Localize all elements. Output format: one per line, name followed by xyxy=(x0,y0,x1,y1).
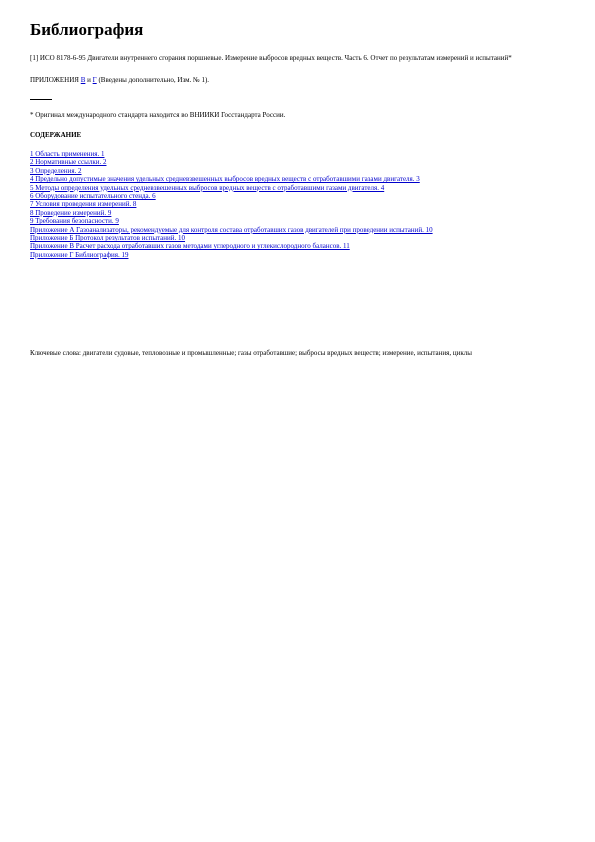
toc-link-appendix-b[interactable]: Приложение Б Протокол результатов испытаний. 10 xyxy=(30,234,186,243)
footnote: * Оригинал международного стандарта находится во ВНИИКИ Госстандарта России. xyxy=(30,111,286,119)
appendix-note-suffix: (Введены дополнительно, Изм. № 1). xyxy=(96,76,210,84)
page-title: Библиография xyxy=(30,20,144,39)
toc-item xyxy=(30,217,565,225)
toc-link-appendix-a[interactable]: Приложение А Газоанализаторы, рекомендуемые для контроля состава отработавших газов двигателей при проведении испытаний. 10 xyxy=(30,225,433,234)
toc-item xyxy=(30,184,565,192)
toc-link-appendix-g[interactable]: Приложение Г Библиография. 19 xyxy=(30,250,129,259)
appendix-note xyxy=(30,75,565,85)
toc-item xyxy=(30,175,460,183)
toc-item xyxy=(30,234,565,242)
toc-item xyxy=(30,226,460,234)
toc-item xyxy=(30,200,565,208)
toc-link-measurement-conditions[interactable]: 7 Условия проведения измерений. 8 xyxy=(30,200,137,209)
toc-link-scope[interactable]: 1 Область применения. 1 xyxy=(30,150,105,158)
appendix-note-and: и xyxy=(85,76,93,84)
table-of-contents xyxy=(30,150,565,259)
toc-link-emission-limits[interactable]: 4 Предельно допустимые значения удельных средневзвешенных выбросов вредных веществ с отработавшими газами двигателя. 3 xyxy=(30,175,420,184)
keywords: Ключевые слова: двигатели судовые, тепловозные и промышленные; газы отработавшие; выбросы вредных веществ; измерение, испытания, циклы xyxy=(30,349,472,357)
appendix-g-link[interactable]: Г xyxy=(92,76,97,84)
toc-item xyxy=(30,167,565,175)
appendix-note-prefix: ПРИЛОЖЕНИЯ xyxy=(30,76,81,84)
toc-item xyxy=(30,251,565,259)
toc-item xyxy=(30,158,565,166)
toc-item xyxy=(30,192,565,200)
document-page xyxy=(30,20,565,357)
toc-link-appendix-v[interactable]: Приложение В Расчет расхода отработавших газов методами углеродного и углекислородного балансов. 11 xyxy=(30,242,350,251)
toc-item xyxy=(30,242,565,250)
toc-link-definitions[interactable]: 3 Определения. 2 xyxy=(30,166,82,175)
toc-item xyxy=(30,150,565,158)
toc-link-test-equipment[interactable]: 6 Оборудование испытательного стенда. 6 xyxy=(30,192,156,201)
toc-item xyxy=(30,209,565,217)
toc-link-normative-references[interactable]: 2 Нормативные ссылки. 2 xyxy=(30,158,107,167)
toc-link-measurements[interactable]: 8 Проведение измерений. 9 xyxy=(30,208,112,217)
toc-link-emission-methods[interactable]: 5 Методы определения удельных средневзвешенных выбросов вредных веществ с отработавшими газами двигателя. 4 xyxy=(30,183,385,192)
toc-link-safety[interactable]: 9 Требования безопасности. 9 xyxy=(30,217,119,226)
bibliography-entry: [1] ИСО 8178-6-95 Двигатели внутреннего сгорания поршневые. Измерение выбросов вредных веществ. Часть 6. Отчет по результатам измерений и испытаний* xyxy=(30,54,512,62)
footnote-divider xyxy=(30,99,52,100)
toc-title: СОДЕРЖАНИЕ xyxy=(30,131,82,139)
appendix-v-link[interactable]: В xyxy=(80,76,86,84)
